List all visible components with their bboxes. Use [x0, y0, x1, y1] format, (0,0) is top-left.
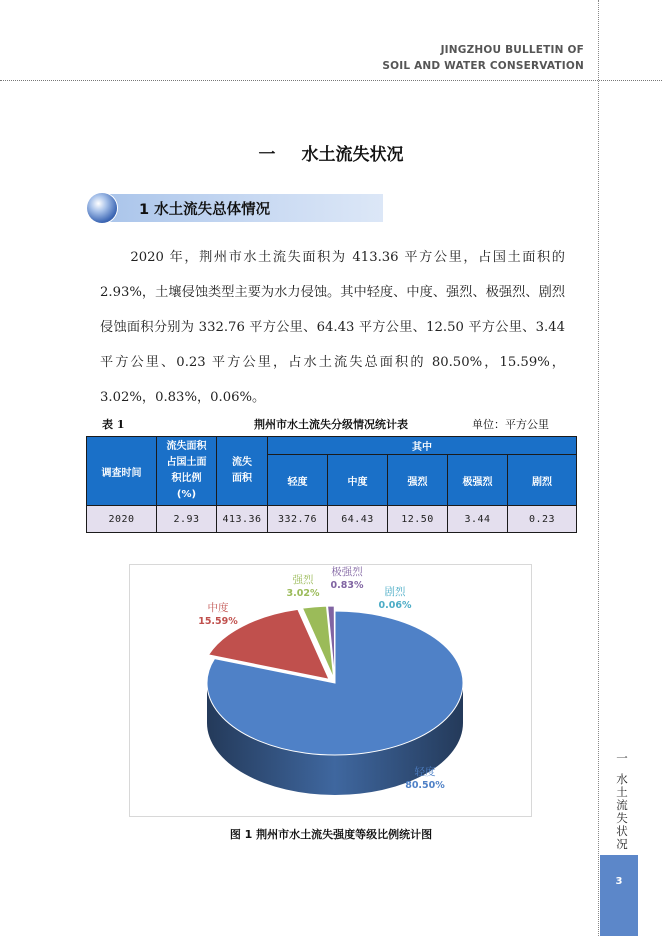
- header-level-intense: 强烈: [388, 455, 448, 506]
- pie-label-name: 极强烈: [331, 566, 363, 578]
- body-text: [100, 240, 565, 415]
- table-title: 荆州市水土流失分级情况统计表: [254, 418, 408, 431]
- header-group: 其中: [268, 437, 577, 455]
- pie-label-percent: 3.02%: [286, 588, 320, 599]
- table-cell: 3.44: [448, 506, 508, 533]
- pie-label-percent: 15.59%: [198, 616, 238, 627]
- table-cell: 2020: [87, 506, 157, 533]
- section-number: 一: [258, 145, 276, 165]
- side-tab-char: 况: [616, 837, 628, 851]
- header-level-moderate: 中度: [328, 455, 388, 506]
- running-header: [382, 42, 584, 74]
- side-tab-char: 一: [616, 751, 628, 765]
- statistics-table: [86, 436, 577, 533]
- header-level-severe: 剧烈: [508, 455, 577, 506]
- header-ratio-line: 占国土面: [166, 457, 207, 468]
- pie-chart-svg: [130, 565, 531, 816]
- figure-caption: 图 1 荆州市水土流失强度等级比例统计图: [229, 828, 433, 841]
- pie-chart: [129, 564, 532, 817]
- table-cell: 2.93: [157, 506, 217, 533]
- subsection-title: 1 水土流失总体情况: [139, 202, 271, 218]
- pie-label-percent: 0.06%: [378, 600, 412, 611]
- table-number: 表 1: [102, 418, 125, 431]
- sphere-icon: [87, 193, 117, 223]
- pie-label-name: 轻度: [414, 766, 436, 778]
- table-cell: 64.43: [328, 506, 388, 533]
- side-tab-char: 流: [616, 798, 628, 812]
- table-cell: 413.36: [217, 506, 268, 533]
- header-level-light: 轻度: [268, 455, 328, 506]
- pie-tops: [207, 606, 463, 755]
- pie-label-name: 剧烈: [384, 586, 406, 598]
- section-title-text: 水土流失状况: [301, 145, 404, 165]
- header-year: 调查时间: [87, 437, 157, 506]
- subsection-banner: [87, 193, 383, 223]
- header-ratio-line: 流失面积: [166, 441, 207, 452]
- chapter-side-tab: [614, 752, 630, 851]
- header-area-line: 面积: [232, 473, 252, 484]
- pie-label-percent: 0.83%: [330, 580, 364, 591]
- page-number: 3: [615, 876, 623, 887]
- header-ratio-line: 积比例: [171, 473, 202, 484]
- pie-label-percent: 80.50%: [405, 780, 445, 791]
- header-area: [217, 437, 268, 506]
- pie-label-name: 强烈: [292, 574, 314, 586]
- section-title: [0, 140, 662, 165]
- header-ratio-line: (%): [176, 489, 197, 500]
- header-line-2: SOIL AND WATER CONSERVATION: [382, 60, 584, 72]
- side-tab-char: 水: [616, 772, 628, 786]
- header-divider: [0, 80, 662, 81]
- table-cell: 12.50: [388, 506, 448, 533]
- body-paragraph: 2020 年，荆州市水土流失面积为 413.36 平方公里，占国土面积的 2.93%，土壤侵蚀类型主要为水力侵蚀。其中轻度、中度、强烈、极强烈、剧烈侵蚀面积分别为 332.76 平方公里、64.43 平方公里、12.50 平方公里、3.44 平方公里、0.23 平方公里，占水土流失总面积的 80.50%，15.59%，3.02%，0.83%，0.06%。: [100, 250, 565, 405]
- side-tab-char: 土: [616, 785, 628, 799]
- page-number-box: [600, 855, 638, 936]
- table-row: [87, 506, 577, 533]
- header-area-line: 流失: [232, 457, 252, 468]
- side-tab-char: 状: [616, 824, 628, 838]
- table-cell: 0.23: [508, 506, 577, 533]
- table-cell: 332.76: [268, 506, 328, 533]
- table-unit: 单位：平方公里: [472, 418, 549, 431]
- header-line-1: JINGZHOU BULLETIN OF: [440, 44, 584, 56]
- pie-label-name: 中度: [207, 602, 229, 614]
- side-tab-char: 失: [616, 811, 628, 825]
- header-ratio: [157, 437, 217, 506]
- header-level-very-intense: 极强烈: [448, 455, 508, 506]
